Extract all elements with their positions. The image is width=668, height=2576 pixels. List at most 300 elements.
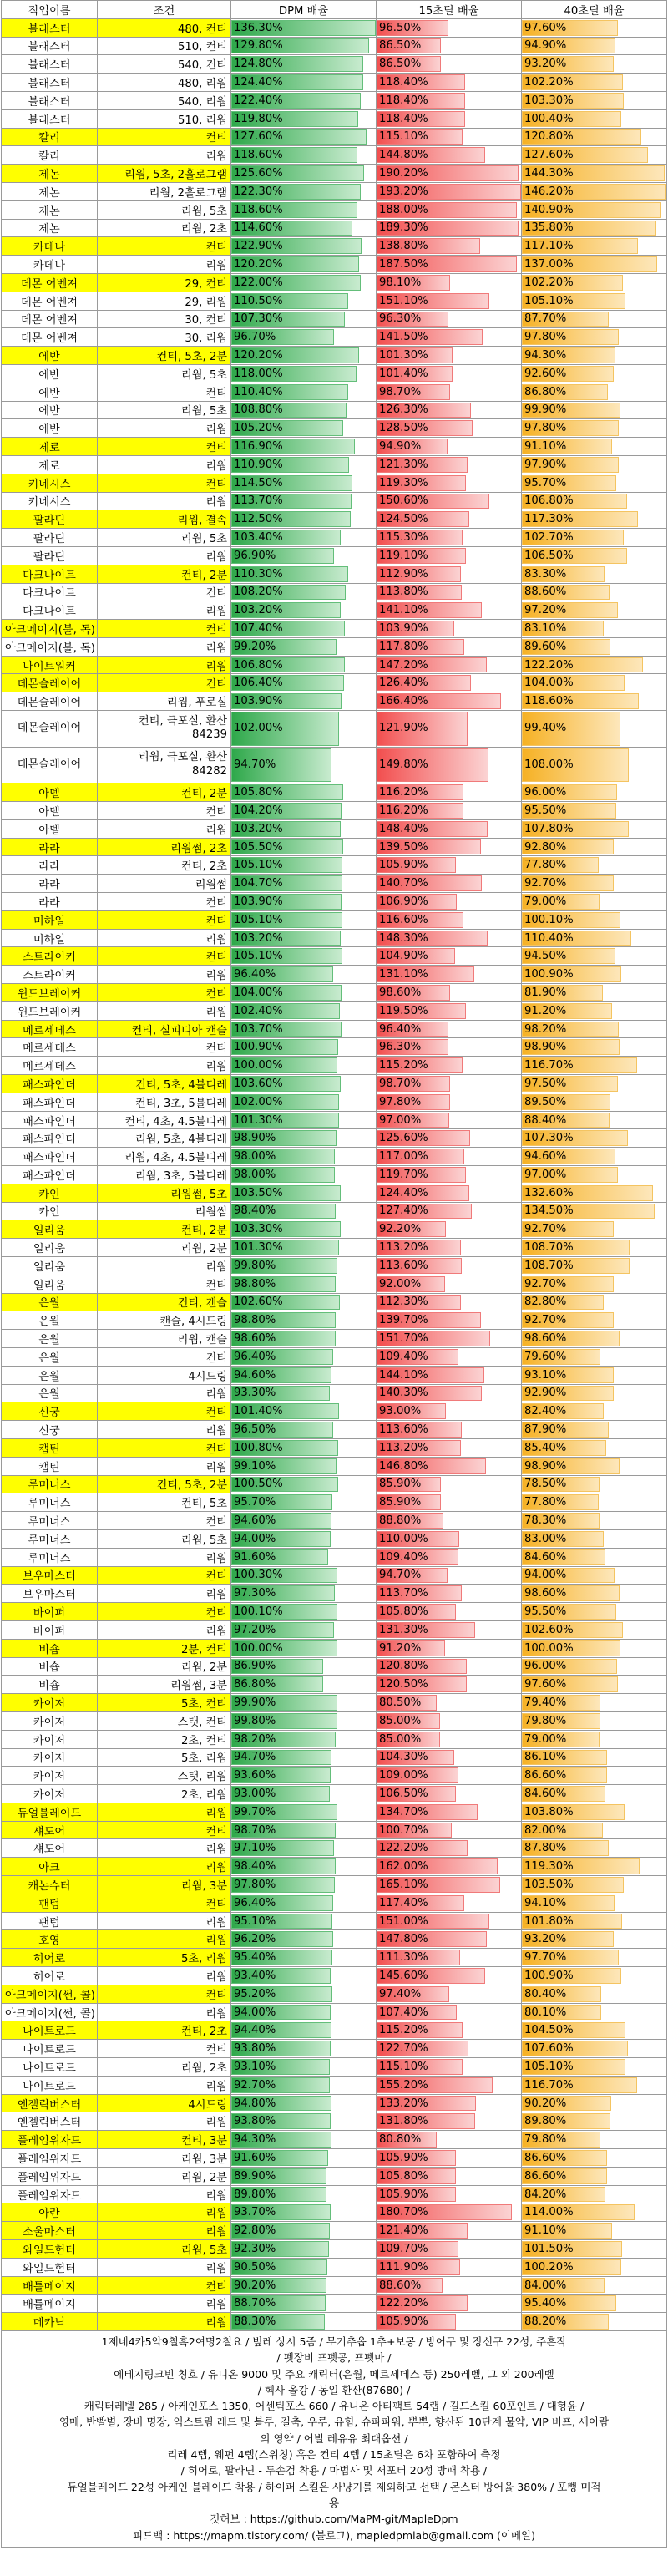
job-name-cell[interactable]: 카이저: [2, 1694, 98, 1712]
condition-cell[interactable]: 컨티: [98, 438, 231, 456]
dpm-cell[interactable]: [231, 492, 377, 510]
condition-cell[interactable]: 리웜: [98, 1585, 231, 1603]
condition-cell[interactable]: 컨티, 2초: [98, 856, 231, 875]
condition-cell[interactable]: 컨티: [98, 128, 231, 146]
job-name-cell[interactable]: 보우마스터: [2, 1566, 98, 1585]
dmg40-cell[interactable]: [522, 273, 667, 292]
dmg40-cell[interactable]: [522, 620, 667, 638]
job-name-cell[interactable]: 칼리: [2, 146, 98, 165]
dmg15-cell[interactable]: [377, 310, 522, 328]
dmg40-cell[interactable]: [522, 565, 667, 583]
dmg40-cell[interactable]: [522, 984, 667, 1002]
job-name-cell[interactable]: 제로: [2, 438, 98, 456]
dmg15-cell[interactable]: [377, 1366, 522, 1384]
job-name-cell[interactable]: 은월: [2, 1384, 98, 1402]
job-name-cell[interactable]: 카데나: [2, 256, 98, 274]
dmg15-cell[interactable]: [377, 2240, 522, 2259]
dmg40-cell[interactable]: [522, 237, 667, 256]
job-name-cell[interactable]: 플레임위자드: [2, 2167, 98, 2185]
dmg40-cell[interactable]: [522, 1239, 667, 1257]
dmg40-cell[interactable]: [522, 1694, 667, 1712]
dmg40-cell[interactable]: [522, 182, 667, 200]
job-name-cell[interactable]: 블래스터: [2, 37, 98, 55]
job-name-cell[interactable]: 듀얼블레이드: [2, 1803, 98, 1821]
dmg40-cell[interactable]: [522, 292, 667, 310]
dpm-cell[interactable]: [231, 1548, 377, 1566]
condition-cell[interactable]: 2초, 컨티: [98, 1730, 231, 1748]
job-name-cell[interactable]: 캐논슈터: [2, 1876, 98, 1894]
condition-cell[interactable]: 5초, 리웜: [98, 1949, 231, 1967]
dmg40-cell[interactable]: [522, 1512, 667, 1530]
job-name-cell[interactable]: 메르세데스: [2, 1038, 98, 1057]
dmg15-cell[interactable]: [377, 711, 522, 748]
dmg15-cell[interactable]: [377, 1330, 522, 1348]
dmg15-cell[interactable]: [377, 1184, 522, 1202]
condition-cell[interactable]: 리웜: [98, 1930, 231, 1949]
dmg15-cell[interactable]: [377, 565, 522, 583]
dmg40-cell[interactable]: [522, 856, 667, 875]
condition-cell[interactable]: 리웜: [98, 2313, 231, 2331]
dmg15-cell[interactable]: [377, 2295, 522, 2313]
dmg40-cell[interactable]: [522, 1967, 667, 1985]
job-name-cell[interactable]: 칼리: [2, 128, 98, 146]
dmg15-cell[interactable]: [377, 328, 522, 347]
job-name-cell[interactable]: 팔라딘: [2, 529, 98, 547]
dpm-cell[interactable]: [231, 2313, 377, 2331]
dmg40-cell[interactable]: [522, 74, 667, 92]
dpm-cell[interactable]: [231, 2203, 377, 2222]
dmg15-cell[interactable]: [377, 1676, 522, 1694]
dmg15-cell[interactable]: [377, 1166, 522, 1184]
condition-cell[interactable]: 리웜: [98, 546, 231, 565]
dmg15-cell[interactable]: [377, 109, 522, 128]
condition-cell[interactable]: 29, 컨티: [98, 273, 231, 292]
dpm-cell[interactable]: [231, 182, 377, 200]
dmg15-cell[interactable]: [377, 2131, 522, 2149]
dmg40-cell[interactable]: [522, 1548, 667, 1566]
job-name-cell[interactable]: 키네시스: [2, 474, 98, 492]
dmg15-cell[interactable]: [377, 2076, 522, 2094]
dmg15-cell[interactable]: [377, 1512, 522, 1530]
dmg15-cell[interactable]: [377, 802, 522, 820]
dpm-cell[interactable]: [231, 1912, 377, 1930]
condition-cell[interactable]: 컨티: [98, 2040, 231, 2058]
job-name-cell[interactable]: 아크메이지(불, 독): [2, 637, 98, 656]
dpm-cell[interactable]: [231, 1603, 377, 1621]
dpm-cell[interactable]: [231, 966, 377, 984]
condition-cell[interactable]: 컨티: [98, 1566, 231, 1585]
dpm-cell[interactable]: [231, 1256, 377, 1275]
job-name-cell[interactable]: 루미너스: [2, 1493, 98, 1512]
dmg15-cell[interactable]: [377, 273, 522, 292]
dmg40-cell[interactable]: [522, 1839, 667, 1858]
dmg15-cell[interactable]: [377, 1748, 522, 1767]
condition-cell[interactable]: 리웜: [98, 455, 231, 474]
dmg40-cell[interactable]: [522, 1730, 667, 1748]
dmg15-cell[interactable]: [377, 1038, 522, 1057]
dmg15-cell[interactable]: [377, 966, 522, 984]
job-name-cell[interactable]: 에반: [2, 419, 98, 438]
dmg15-cell[interactable]: [377, 292, 522, 310]
dpm-cell[interactable]: [231, 620, 377, 638]
condition-cell[interactable]: 30, 컨티: [98, 310, 231, 328]
dmg40-cell[interactable]: [522, 2295, 667, 2313]
dmg40-cell[interactable]: [522, 328, 667, 347]
dmg40-cell[interactable]: [522, 692, 667, 711]
dpm-cell[interactable]: [231, 438, 377, 456]
job-name-cell[interactable]: 키네시스: [2, 492, 98, 510]
job-name-cell[interactable]: 엔젤릭버스터: [2, 2112, 98, 2131]
job-name-cell[interactable]: 루미너스: [2, 1548, 98, 1566]
condition-cell[interactable]: 컨티, 극포실, 환산 84239: [98, 711, 231, 748]
dpm-cell[interactable]: [231, 18, 377, 37]
dmg15-cell[interactable]: [377, 819, 522, 838]
dmg40-cell[interactable]: [522, 510, 667, 529]
job-name-cell[interactable]: 블래스터: [2, 74, 98, 92]
dmg15-cell[interactable]: [377, 1821, 522, 1839]
dpm-cell[interactable]: [231, 529, 377, 547]
dmg40-cell[interactable]: [522, 1457, 667, 1475]
dpm-cell[interactable]: [231, 692, 377, 711]
dpm-cell[interactable]: [231, 419, 377, 438]
dmg40-cell[interactable]: [522, 37, 667, 55]
dmg15-cell[interactable]: [377, 893, 522, 911]
dmg15-cell[interactable]: [377, 1767, 522, 1785]
dmg15-cell[interactable]: [377, 1275, 522, 1293]
condition-cell[interactable]: 컨티: [98, 1275, 231, 1293]
dmg15-cell[interactable]: [377, 1311, 522, 1330]
dpm-cell[interactable]: [231, 1057, 377, 1075]
dmg15-cell[interactable]: [377, 219, 522, 237]
dpm-cell[interactable]: [231, 74, 377, 92]
dmg15-cell[interactable]: [377, 601, 522, 620]
dmg40-cell[interactable]: [522, 1639, 667, 1657]
dpm-cell[interactable]: [231, 37, 377, 55]
dpm-cell[interactable]: [231, 856, 377, 875]
job-name-cell[interactable]: 스트라이커: [2, 966, 98, 984]
dmg40-cell[interactable]: [522, 91, 667, 109]
dmg15-cell[interactable]: [377, 1293, 522, 1311]
dmg15-cell[interactable]: [377, 492, 522, 510]
dpm-cell[interactable]: [231, 565, 377, 583]
condition-cell[interactable]: 리웜: [98, 1057, 231, 1075]
job-name-cell[interactable]: 아란: [2, 2203, 98, 2222]
condition-cell[interactable]: 리웜: [98, 1001, 231, 1020]
dmg40-cell[interactable]: [522, 1949, 667, 1967]
dpm-cell[interactable]: [231, 929, 377, 947]
dpm-cell[interactable]: [231, 510, 377, 529]
dmg40-cell[interactable]: [522, 1767, 667, 1785]
job-name-cell[interactable]: 팬텀: [2, 1894, 98, 1912]
job-name-cell[interactable]: 플레임위자드: [2, 2149, 98, 2168]
condition-cell[interactable]: 컨티: [98, 1402, 231, 1421]
dmg40-cell[interactable]: [522, 1347, 667, 1366]
condition-cell[interactable]: 리웜, 캔슬: [98, 1330, 231, 1348]
dmg15-cell[interactable]: [377, 438, 522, 456]
job-name-cell[interactable]: 캡틴: [2, 1457, 98, 1475]
condition-cell[interactable]: 스탯, 리웜: [98, 1767, 231, 1785]
condition-cell[interactable]: 5초, 리웜: [98, 1748, 231, 1767]
dmg15-cell[interactable]: [377, 1057, 522, 1075]
condition-cell[interactable]: 리웜썸: [98, 875, 231, 893]
condition-cell[interactable]: 리웜, 결속: [98, 510, 231, 529]
job-name-cell[interactable]: 카이저: [2, 1730, 98, 1748]
dmg40-cell[interactable]: [522, 2149, 667, 2168]
dpm-cell[interactable]: [231, 273, 377, 292]
dmg15-cell[interactable]: [377, 2203, 522, 2222]
dmg40-cell[interactable]: [522, 474, 667, 492]
dmg40-cell[interactable]: [522, 310, 667, 328]
dpm-cell[interactable]: [231, 1111, 377, 1129]
job-name-cell[interactable]: 아델: [2, 802, 98, 820]
job-name-cell[interactable]: 일리움: [2, 1275, 98, 1293]
dmg40-cell[interactable]: [522, 1821, 667, 1839]
dmg15-cell[interactable]: [377, 2276, 522, 2295]
condition-cell[interactable]: 리웜, 3분: [98, 2149, 231, 2168]
job-name-cell[interactable]: 제논: [2, 165, 98, 183]
dmg40-cell[interactable]: [522, 2240, 667, 2259]
condition-cell[interactable]: 컨티: [98, 674, 231, 692]
job-name-cell[interactable]: 에반: [2, 383, 98, 401]
condition-cell[interactable]: 리웜, 5초, 4블디레: [98, 1129, 231, 1148]
dpm-cell[interactable]: [231, 1202, 377, 1220]
dmg40-cell[interactable]: [522, 1330, 667, 1348]
condition-cell[interactable]: 리웜: [98, 2295, 231, 2313]
dmg15-cell[interactable]: [377, 2222, 522, 2240]
dmg15-cell[interactable]: [377, 200, 522, 219]
dmg40-cell[interactable]: [522, 637, 667, 656]
condition-cell[interactable]: 리웜, 5초: [98, 401, 231, 419]
condition-cell[interactable]: 리웜: [98, 966, 231, 984]
dmg40-cell[interactable]: [522, 601, 667, 620]
dpm-cell[interactable]: [231, 1620, 377, 1639]
condition-cell[interactable]: 컨티, 4초, 4.5블디레: [98, 1111, 231, 1129]
job-name-cell[interactable]: 팬텀: [2, 1912, 98, 1930]
dpm-cell[interactable]: [231, 1184, 377, 1202]
dmg15-cell[interactable]: [377, 2258, 522, 2276]
condition-cell[interactable]: 리웜, 5초: [98, 2240, 231, 2259]
dmg40-cell[interactable]: [522, 347, 667, 365]
dpm-cell[interactable]: [231, 1657, 377, 1676]
condition-cell[interactable]: 컨티, 5초, 2분: [98, 1475, 231, 1493]
dpm-cell[interactable]: [231, 1894, 377, 1912]
condition-cell[interactable]: 리웜: [98, 637, 231, 656]
dmg40-cell[interactable]: [522, 1184, 667, 1202]
condition-cell[interactable]: 리웜: [98, 146, 231, 165]
dmg15-cell[interactable]: [377, 1148, 522, 1166]
dmg40-cell[interactable]: [522, 1220, 667, 1239]
dmg40-cell[interactable]: [522, 2094, 667, 2112]
dmg15-cell[interactable]: [377, 1585, 522, 1603]
condition-cell[interactable]: 리웜: [98, 1620, 231, 1639]
dmg15-cell[interactable]: [377, 2040, 522, 2058]
job-name-cell[interactable]: 메카닉: [2, 2313, 98, 2331]
condition-cell[interactable]: 510, 리웜: [98, 109, 231, 128]
job-name-cell[interactable]: 데몬슬레이어: [2, 747, 98, 783]
dmg40-cell[interactable]: [522, 875, 667, 893]
footer-line[interactable]: 피드백 : https://mapm.tistory.com/ (블로그), mapledpmlab@gmail.com (이메일): [133, 2528, 535, 2542]
dmg40-cell[interactable]: [522, 711, 667, 748]
job-name-cell[interactable]: 섀도어: [2, 1821, 98, 1839]
condition-cell[interactable]: 리웜: [98, 256, 231, 274]
job-name-cell[interactable]: 비숍: [2, 1657, 98, 1676]
dmg40-cell[interactable]: [522, 18, 667, 37]
dmg40-cell[interactable]: [522, 128, 667, 146]
dpm-cell[interactable]: [231, 2295, 377, 2313]
dmg15-cell[interactable]: [377, 55, 522, 74]
condition-cell[interactable]: 리웜: [98, 1803, 231, 1821]
job-name-cell[interactable]: 은월: [2, 1330, 98, 1348]
dpm-cell[interactable]: [231, 1457, 377, 1475]
dmg40-cell[interactable]: [522, 1585, 667, 1603]
dpm-cell[interactable]: [231, 546, 377, 565]
condition-cell[interactable]: 컨티: [98, 237, 231, 256]
job-name-cell[interactable]: 블래스터: [2, 109, 98, 128]
condition-cell[interactable]: 리웜, 푸로실: [98, 692, 231, 711]
dmg15-cell[interactable]: [377, 1894, 522, 1912]
condition-cell[interactable]: 컨티: [98, 947, 231, 966]
job-name-cell[interactable]: 다크나이트: [2, 601, 98, 620]
condition-cell[interactable]: 480, 리웜: [98, 74, 231, 92]
dmg40-cell[interactable]: [522, 893, 667, 911]
dmg40-cell[interactable]: [522, 929, 667, 947]
condition-cell[interactable]: 컨티: [98, 893, 231, 911]
dpm-cell[interactable]: [231, 819, 377, 838]
condition-cell[interactable]: 4시드링: [98, 1366, 231, 1384]
dmg40-cell[interactable]: [522, 438, 667, 456]
condition-cell[interactable]: 리웜: [98, 1548, 231, 1566]
job-name-cell[interactable]: 신궁: [2, 1402, 98, 1421]
dpm-cell[interactable]: [231, 984, 377, 1002]
condition-cell[interactable]: 리웜: [98, 2258, 231, 2276]
condition-cell[interactable]: 컨티: [98, 620, 231, 638]
condition-cell[interactable]: 리웜, 2초: [98, 2058, 231, 2077]
job-name-cell[interactable]: 블래스터: [2, 18, 98, 37]
dpm-cell[interactable]: [231, 2240, 377, 2259]
condition-cell[interactable]: 리웜: [98, 1858, 231, 1876]
dmg40-cell[interactable]: [522, 219, 667, 237]
dpm-cell[interactable]: [231, 2276, 377, 2295]
dmg40-cell[interactable]: [522, 1001, 667, 1020]
dmg15-cell[interactable]: [377, 18, 522, 37]
condition-cell[interactable]: 컨티, 3분: [98, 2131, 231, 2149]
job-name-cell[interactable]: 섀도어: [2, 1839, 98, 1858]
dpm-cell[interactable]: [231, 55, 377, 74]
job-name-cell[interactable]: 데몬 어벤져: [2, 328, 98, 347]
condition-cell[interactable]: 리웜: [98, 1256, 231, 1275]
dmg40-cell[interactable]: [522, 2185, 667, 2203]
condition-cell[interactable]: 540, 리웜: [98, 91, 231, 109]
dmg40-cell[interactable]: [522, 364, 667, 383]
dpm-cell[interactable]: [231, 237, 377, 256]
job-name-cell[interactable]: 호영: [2, 1930, 98, 1949]
job-name-cell[interactable]: 루미너스: [2, 1512, 98, 1530]
dpm-cell[interactable]: [231, 2094, 377, 2112]
condition-cell[interactable]: 컨티, 5초, 4블디레: [98, 1075, 231, 1093]
condition-cell[interactable]: 리웜: [98, 1384, 231, 1402]
dpm-cell[interactable]: [231, 2112, 377, 2131]
dpm-cell[interactable]: [231, 2040, 377, 2058]
dmg15-cell[interactable]: [377, 1347, 522, 1366]
dmg15-cell[interactable]: [377, 2167, 522, 2185]
dmg15-cell[interactable]: [377, 1111, 522, 1129]
dmg15-cell[interactable]: [377, 91, 522, 109]
condition-cell[interactable]: 리웜: [98, 1912, 231, 1930]
condition-cell[interactable]: 컨티, 2초: [98, 2021, 231, 2040]
job-name-cell[interactable]: 제논: [2, 182, 98, 200]
job-name-cell[interactable]: 에반: [2, 401, 98, 419]
dpm-cell[interactable]: [231, 1438, 377, 1457]
dmg15-cell[interactable]: [377, 984, 522, 1002]
dpm-cell[interactable]: [231, 364, 377, 383]
job-name-cell[interactable]: 일리움: [2, 1256, 98, 1275]
dmg15-cell[interactable]: [377, 747, 522, 783]
job-name-cell[interactable]: 패스파인더: [2, 1129, 98, 1148]
dmg40-cell[interactable]: [522, 1529, 667, 1548]
job-name-cell[interactable]: 히어로: [2, 1967, 98, 1985]
condition-cell[interactable]: 29, 리웜: [98, 292, 231, 310]
condition-cell[interactable]: 리웜: [98, 929, 231, 947]
dmg15-cell[interactable]: [377, 37, 522, 55]
job-name-cell[interactable]: 아크메이지(썬, 콜): [2, 1985, 98, 2003]
dpm-cell[interactable]: [231, 2058, 377, 2077]
condition-cell[interactable]: 리웜: [98, 492, 231, 510]
dmg15-cell[interactable]: [377, 182, 522, 200]
condition-cell[interactable]: 리웜, 5초: [98, 529, 231, 547]
dmg15-cell[interactable]: [377, 1620, 522, 1639]
dpm-cell[interactable]: [231, 1876, 377, 1894]
condition-cell[interactable]: 리웜: [98, 419, 231, 438]
condition-cell[interactable]: 컨티, 2분: [98, 1220, 231, 1239]
dpm-cell[interactable]: [231, 1330, 377, 1348]
dpm-cell[interactable]: [231, 328, 377, 347]
condition-cell[interactable]: 컨티: [98, 910, 231, 929]
dmg15-cell[interactable]: [377, 1438, 522, 1457]
job-name-cell[interactable]: 다크나이트: [2, 583, 98, 601]
dmg15-cell[interactable]: [377, 237, 522, 256]
dmg40-cell[interactable]: [522, 2203, 667, 2222]
dmg40-cell[interactable]: [522, 947, 667, 966]
dmg40-cell[interactable]: [522, 747, 667, 783]
condition-cell[interactable]: 캔슬, 4시드링: [98, 1311, 231, 1330]
job-name-cell[interactable]: 에반: [2, 364, 98, 383]
condition-cell[interactable]: 리웜, 5초, 2홀로그램: [98, 165, 231, 183]
condition-cell[interactable]: 리웜: [98, 1967, 231, 1985]
dpm-cell[interactable]: [231, 1694, 377, 1712]
condition-cell[interactable]: 컨티, 2분: [98, 783, 231, 802]
dmg40-cell[interactable]: [522, 2112, 667, 2131]
dpm-cell[interactable]: [231, 1985, 377, 2003]
job-name-cell[interactable]: 나이트로드: [2, 2040, 98, 2058]
condition-cell[interactable]: 컨티: [98, 1821, 231, 1839]
condition-cell[interactable]: 컨티: [98, 1894, 231, 1912]
job-name-cell[interactable]: 배틀메이지: [2, 2276, 98, 2295]
condition-cell[interactable]: 리웜, 2분: [98, 2167, 231, 2185]
dpm-cell[interactable]: [231, 1785, 377, 1803]
dpm-cell[interactable]: [231, 2021, 377, 2040]
job-name-cell[interactable]: 나이트로드: [2, 2021, 98, 2040]
dmg15-cell[interactable]: [377, 856, 522, 875]
dpm-cell[interactable]: [231, 2131, 377, 2149]
dpm-cell[interactable]: [231, 910, 377, 929]
dmg15-cell[interactable]: [377, 1129, 522, 1148]
dmg15-cell[interactable]: [377, 1256, 522, 1275]
dpm-cell[interactable]: [231, 783, 377, 802]
dmg15-cell[interactable]: [377, 1657, 522, 1676]
dmg15-cell[interactable]: [377, 875, 522, 893]
dmg40-cell[interactable]: [522, 1166, 667, 1184]
dmg40-cell[interactable]: [522, 1876, 667, 1894]
